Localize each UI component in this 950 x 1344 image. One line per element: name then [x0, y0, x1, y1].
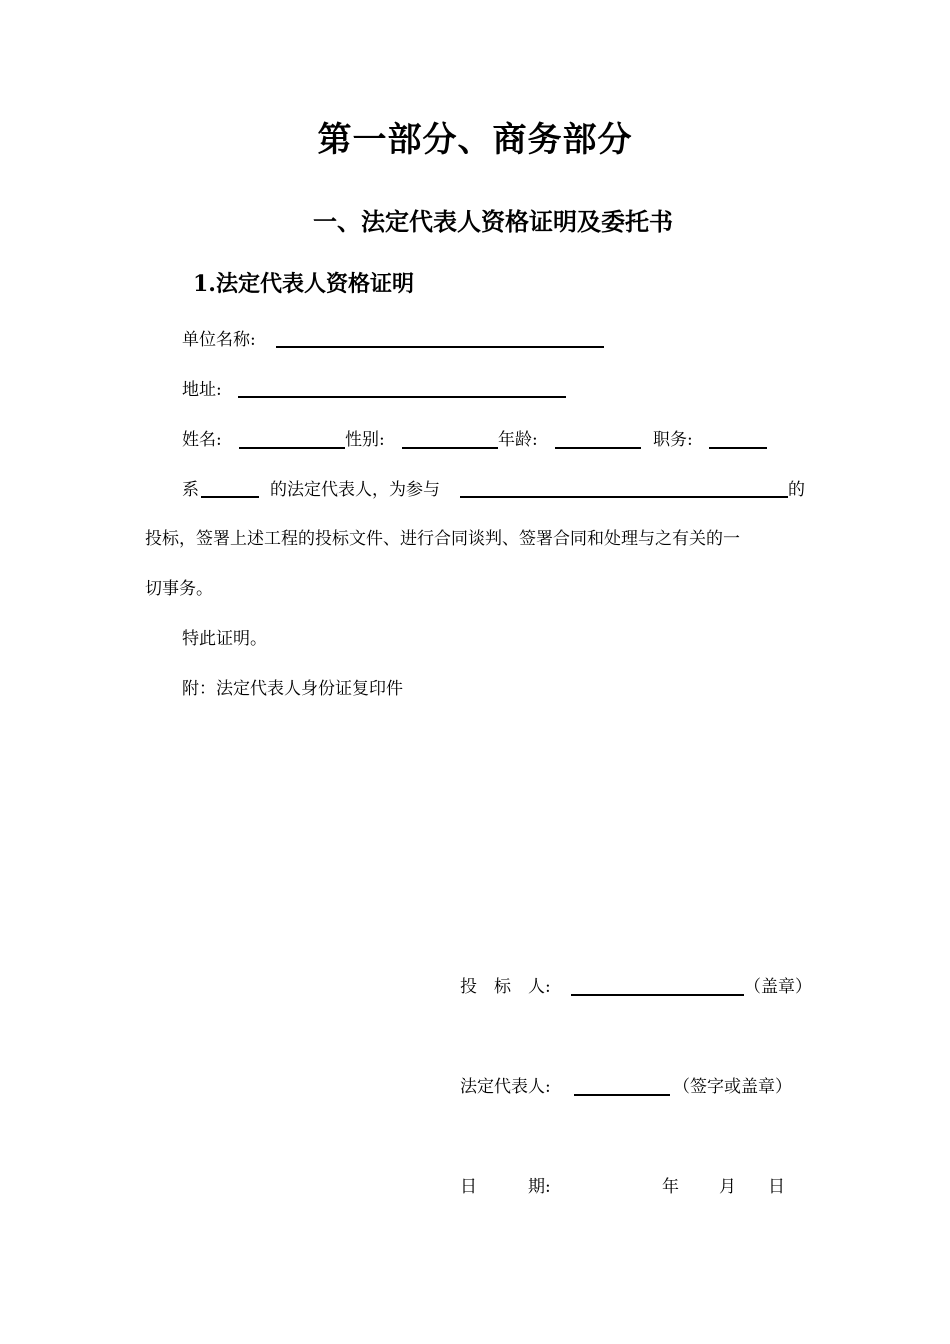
date-label: 日 期: [460, 1177, 551, 1197]
unit-name-field[interactable] [276, 346, 604, 348]
legal-rep-sign-note: （签字或盖章） [673, 1077, 792, 1097]
address-field[interactable] [238, 396, 566, 398]
legal-rep-label: 法定代表人: [460, 1077, 551, 1097]
position-label: 职务: [653, 430, 693, 450]
body-line-2: 投标，签署上述工程的投标文件、进行合同谈判、签署合同和处理与之有关的一 [145, 529, 740, 549]
name-field[interactable] [239, 447, 345, 449]
date-month: 月 [719, 1177, 736, 1197]
position-field[interactable] [709, 447, 767, 449]
gender-field[interactable] [402, 447, 498, 449]
bidder-field[interactable] [571, 994, 744, 996]
bidder-label: 投 标 人: [460, 977, 551, 997]
rep-suffix-text: 的 [788, 480, 805, 500]
age-label: 年龄: [498, 430, 538, 450]
bidder-seal-note: （盖章） [744, 977, 812, 997]
name-label: 姓名: [182, 430, 222, 450]
body-line-3: 切事务。 [145, 579, 213, 599]
address-label: 地址: [182, 380, 222, 400]
legal-rep-field[interactable] [574, 1094, 670, 1096]
date-day: 日 [768, 1177, 785, 1197]
rep-prefix-text: 系 [182, 480, 199, 500]
section-heading: 一、法定代表人资格证明及委托书 [313, 207, 673, 236]
subsection-heading: 1.法定代表人资格证明 [193, 271, 414, 297]
attachment-note: 附：法定代表人身份证复印件 [182, 679, 403, 699]
age-field[interactable] [555, 447, 641, 449]
unit-name-label: 单位名称: [182, 330, 256, 350]
special-note: 特此证明。 [182, 629, 267, 649]
page-title: 第一部分、商务部分 [317, 120, 633, 160]
gender-label: 性别: [345, 430, 385, 450]
date-year: 年 [662, 1177, 679, 1197]
rep-middle-text: 的法定代表人，为参与 [270, 480, 440, 500]
company-blank-field[interactable] [201, 496, 259, 498]
project-blank-field[interactable] [460, 496, 788, 498]
